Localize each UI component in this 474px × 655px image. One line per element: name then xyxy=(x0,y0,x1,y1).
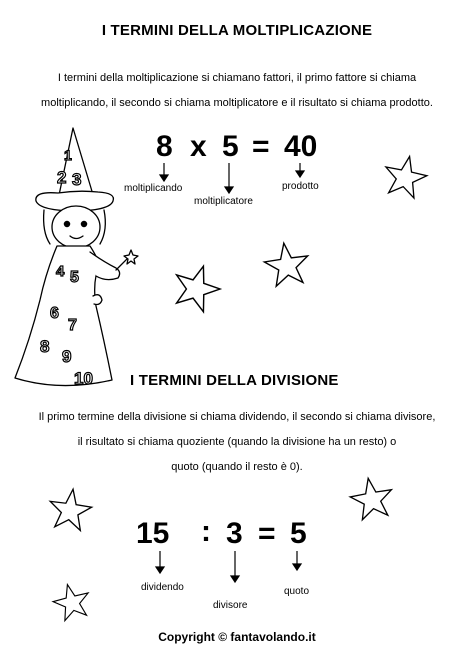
mult-factor-a: 8 xyxy=(156,130,173,163)
robe-number-7: 7 xyxy=(68,317,77,334)
div-dividend: 15 xyxy=(136,517,170,550)
robe-number-9: 9 xyxy=(62,347,72,366)
div-divisor: 3 xyxy=(226,517,243,550)
div-text-line-1: Il primo termine della divisione si chiama dividendo, il secondo si chiama divisore, xyxy=(38,411,436,423)
label-divisore: divisore xyxy=(213,600,248,611)
robe-number-10: 10 xyxy=(74,369,93,388)
div-quotient: 5 xyxy=(290,517,307,550)
mult-operator: x xyxy=(190,130,207,163)
div-text-line-2: il risultato si chiama quoziente (quando la divisione ha un resto) o xyxy=(77,436,397,448)
mult-text-line-2: moltiplicando, il secondo si chiama moltiplicatore e il risultato si chiama prodotto. xyxy=(41,97,433,109)
label-prodotto: prodotto xyxy=(282,181,319,192)
label-moltiplicando: moltiplicando xyxy=(124,183,183,194)
label-quoto: quoto xyxy=(284,586,310,597)
mult-factor-b: 5 xyxy=(222,130,239,163)
hat-number-1: 1 xyxy=(64,147,72,163)
hat-number-3: 3 xyxy=(72,170,82,189)
div-title: I TERMINI DELLA DIVISIONE xyxy=(130,372,339,389)
label-dividendo: dividendo xyxy=(141,582,184,593)
arrow-head xyxy=(231,576,239,582)
arrow-head xyxy=(156,567,164,573)
robe-number-6: 6 xyxy=(50,305,59,322)
robe-number-5: 5 xyxy=(70,269,79,286)
robe-number-8: 8 xyxy=(40,337,50,356)
robe-number-4: 4 xyxy=(56,263,65,280)
div-equals: = xyxy=(258,517,276,550)
div-text-line-3: quoto (quando il resto è 0). xyxy=(171,461,303,473)
copyright-footer: Copyright © fantavolando.it xyxy=(158,630,316,644)
mult-equals: = xyxy=(252,130,270,163)
arrow-head xyxy=(293,564,301,570)
hat-number-2: 2 xyxy=(57,168,67,187)
div-operator: : xyxy=(201,515,211,548)
mult-product: 40 xyxy=(284,130,318,163)
label-moltiplicatore: moltiplicatore xyxy=(194,196,253,207)
mult-text-line-1: I termini della moltiplicazione si chiamano fattori, il primo fattore si chiama xyxy=(57,72,417,84)
mult-title: I TERMINI DELLA MOLTIPLICAZIONE xyxy=(101,22,373,39)
